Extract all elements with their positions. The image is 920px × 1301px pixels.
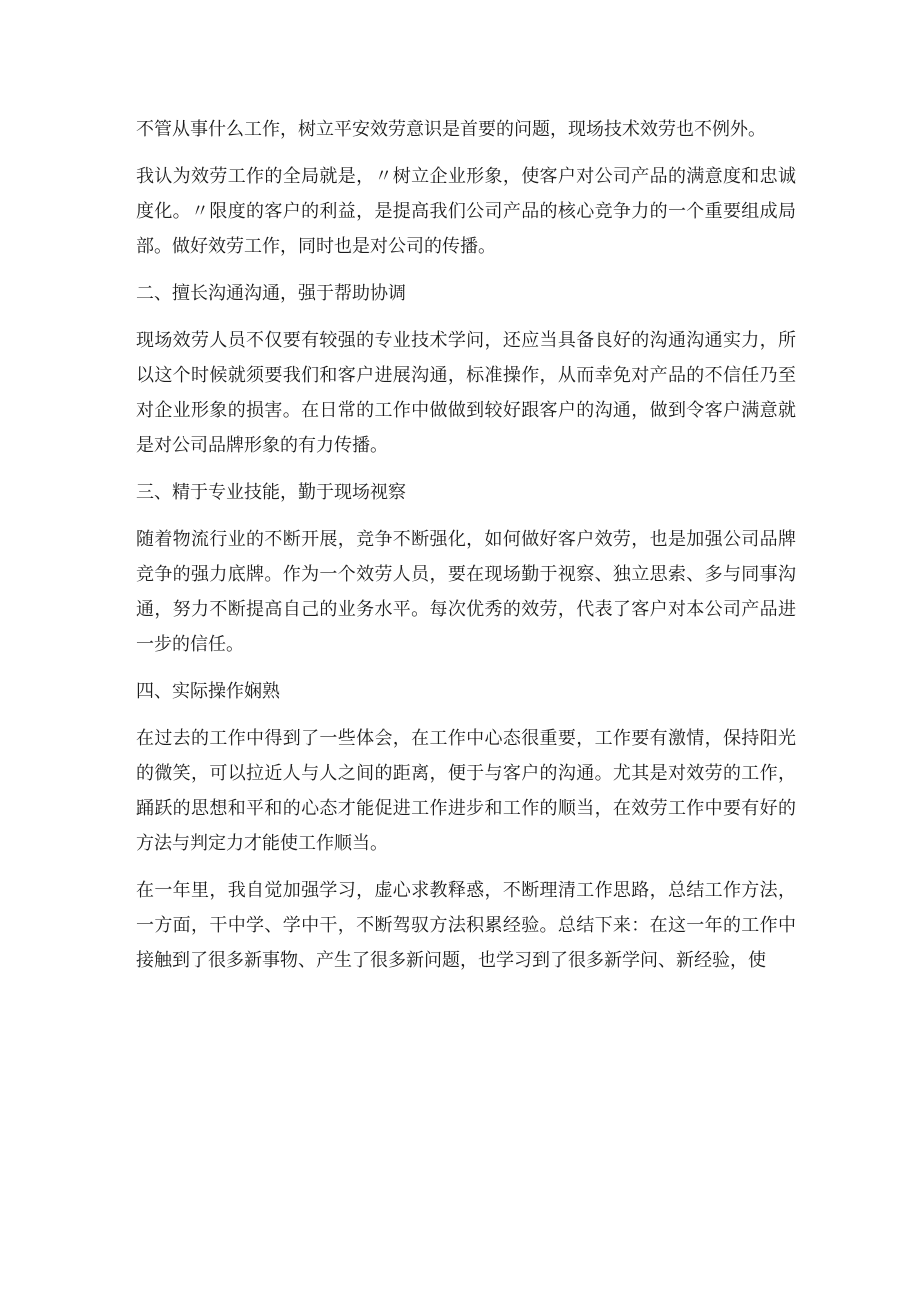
paragraph-6: 在一年里，我自觉加强学习，虚心求教释惑，不断理清工作思路，总结工作方法，一方面，干中学、学中干，不断驾驭方法积累经验。总结下来：在这一年的工作中接触到了很多新事物、产生了很多新问题，也学习到了很多新学问、新经验，使 <box>136 880 796 971</box>
paragraph-4: 随着物流行业的不断开展，竞争不断强化，如何做好客户效劳，也是加强公司品牌竞争的强力底牌。作为一个效劳人员，要在现场勤于视察、独立思索、多与同事沟通，努力不断提高自己的业务水平。每次优秀的效劳，代表了客户对本公司产品进一步的信任。 <box>136 529 796 655</box>
paragraph-2: 我认为效劳工作的全局就是，〃树立企业形象，使客户对公司产品的满意度和忠诚度化。〃限度的客户的利益，是提高我们公司产品的核心竞争力的一个重要组成局部。做好效劳工作，同时也是对公司的传播。 <box>136 166 796 257</box>
document-body <box>136 112 796 990</box>
paragraph-5: 在过去的工作中得到了一些体会，在工作中心态很重要，工作要有激情，保持阳光的微笑，可以拉近人与人之间的距离，便于与客户的沟通。尤其是对效劳的工作，踊跃的思想和平和的心态才能促进工作进步和工作的顺当，在效劳工作中要有好的方法与判定力才能使工作顺当。 <box>136 728 796 854</box>
section-heading-2: 二、擅长沟通沟通，强于帮助协调 <box>136 283 406 304</box>
section-heading-4: 四、实际操作娴熟 <box>136 681 280 702</box>
section-heading-3: 三、精于专业技能，勤于现场视察 <box>136 482 406 503</box>
paragraph-1: 不管从事什么工作，树立平安效劳意识是首要的问题，现场技术效劳也不例外。 <box>136 119 766 140</box>
paragraph-3: 现场效劳人员不仅要有较强的专业技术学问，还应当具备良好的沟通沟通实力，所以这个时候就须要我们和客户进展沟通，标准操作，从而幸免对产品的不信任乃至对企业形象的损害。在日常的工作中做做到较好跟客户的沟通，做到令客户满意就是对公司品牌形象的有力传播。 <box>136 330 796 456</box>
